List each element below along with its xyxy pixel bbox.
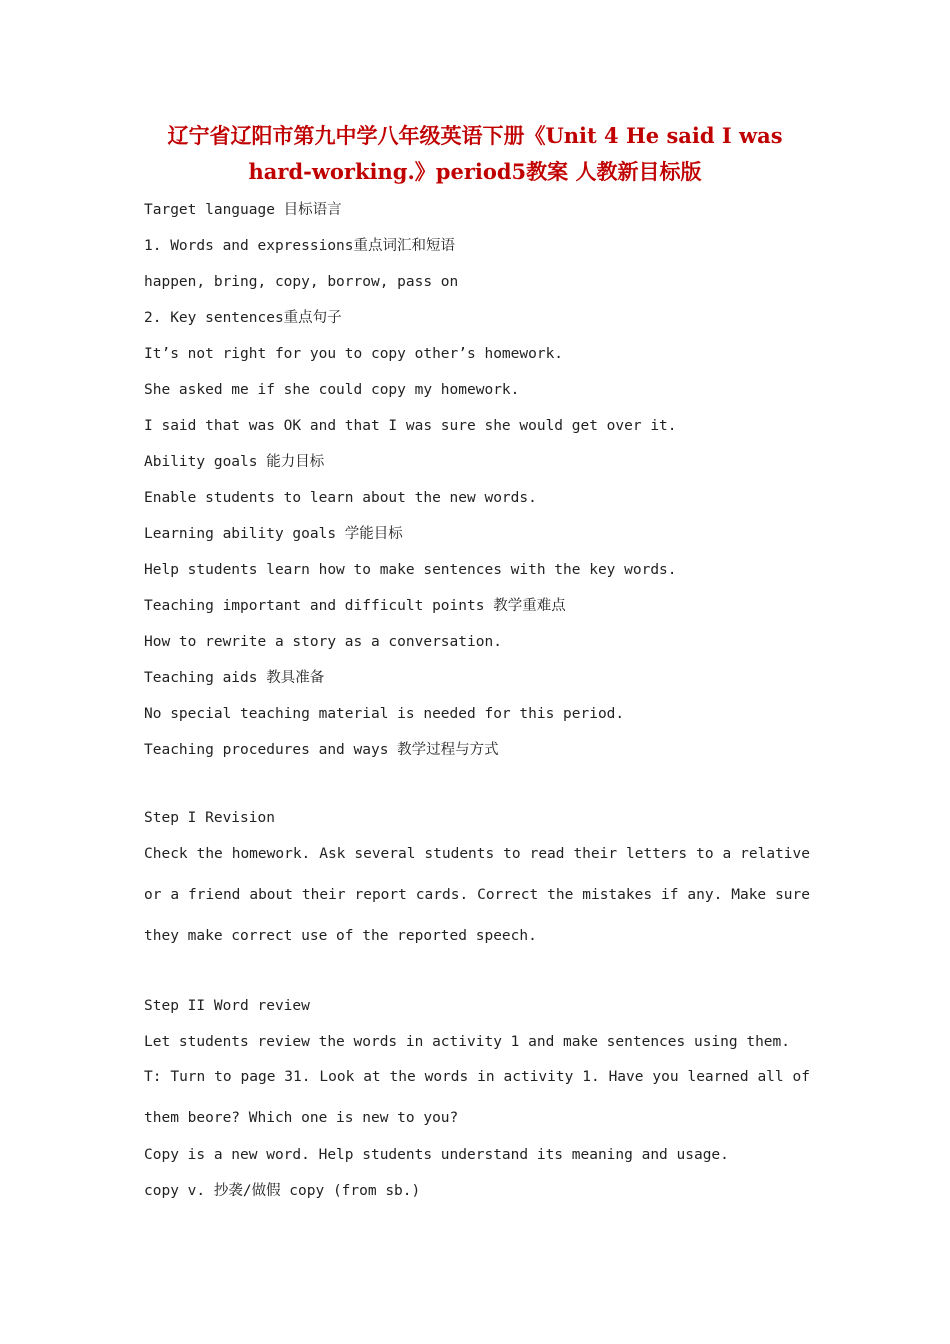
section-target-language: Target language 目标语言: [144, 202, 342, 218]
copy-new-word-note: Copy is a new word. Help students understand its meaning and usage.: [144, 1147, 729, 1163]
key-sentences-heading: 2. Key sentences重点句子: [144, 310, 342, 326]
key-sentence-2: She asked me if she could copy my homework.: [144, 382, 520, 398]
title-line-1: 辽宁省辽阳市第九中学八年级英语下册《Unit 4 He said I was: [167, 123, 783, 148]
title-line-2: hard-working.》period5教案 人教新目标版: [248, 159, 702, 184]
key-sentence-3: I said that was OK and that I was sure she would get over it.: [144, 418, 677, 434]
step1-paragraph: Check the homework. Ask several students to read their letters to a relative or a friend about their report cards. Correct the mistakes if any. Make sure they make correct use of the reported speech.: [144, 846, 810, 944]
step1-heading: Step I Revision: [144, 810, 275, 826]
key-sentence-1: It’s not right for you to copy other’s homework.: [144, 346, 564, 362]
section-teaching-aids: Teaching aids 教具准备: [144, 670, 325, 686]
document-title: [100, 118, 850, 190]
learning-ability-text: Help students learn how to make sentences with the key words.: [144, 562, 677, 578]
words-list: happen, bring, copy, borrow, pass on: [144, 274, 459, 290]
section-teaching-points: Teaching important and difficult points 教学重难点: [144, 598, 566, 614]
step2-dialogue: T: Turn to page 31. Look at the words in activity 1. Have you learned all of them beore? Which one is new to you?: [144, 1069, 810, 1126]
ability-goals-text: Enable students to learn about the new words.: [144, 490, 537, 506]
teaching-aids-text: No special teaching material is needed for this period.: [144, 706, 625, 722]
words-expressions-heading: 1. Words and expressions重点词汇和短语: [144, 238, 456, 254]
section-ability-goals: Ability goals 能力目标: [144, 454, 325, 470]
step2-instruction: Let students review the words in activity 1 and make sentences using them.: [144, 1034, 791, 1050]
section-teaching-procedures: Teaching procedures and ways 教学过程与方式: [144, 742, 499, 758]
step2-heading: Step II Word review: [144, 998, 310, 1014]
teaching-points-text: How to rewrite a story as a conversation.: [144, 634, 502, 650]
section-learning-ability-goals: Learning ability goals 学能目标: [144, 526, 403, 542]
copy-definition: copy v. 抄袭/做假 copy (from sb.): [144, 1183, 421, 1199]
